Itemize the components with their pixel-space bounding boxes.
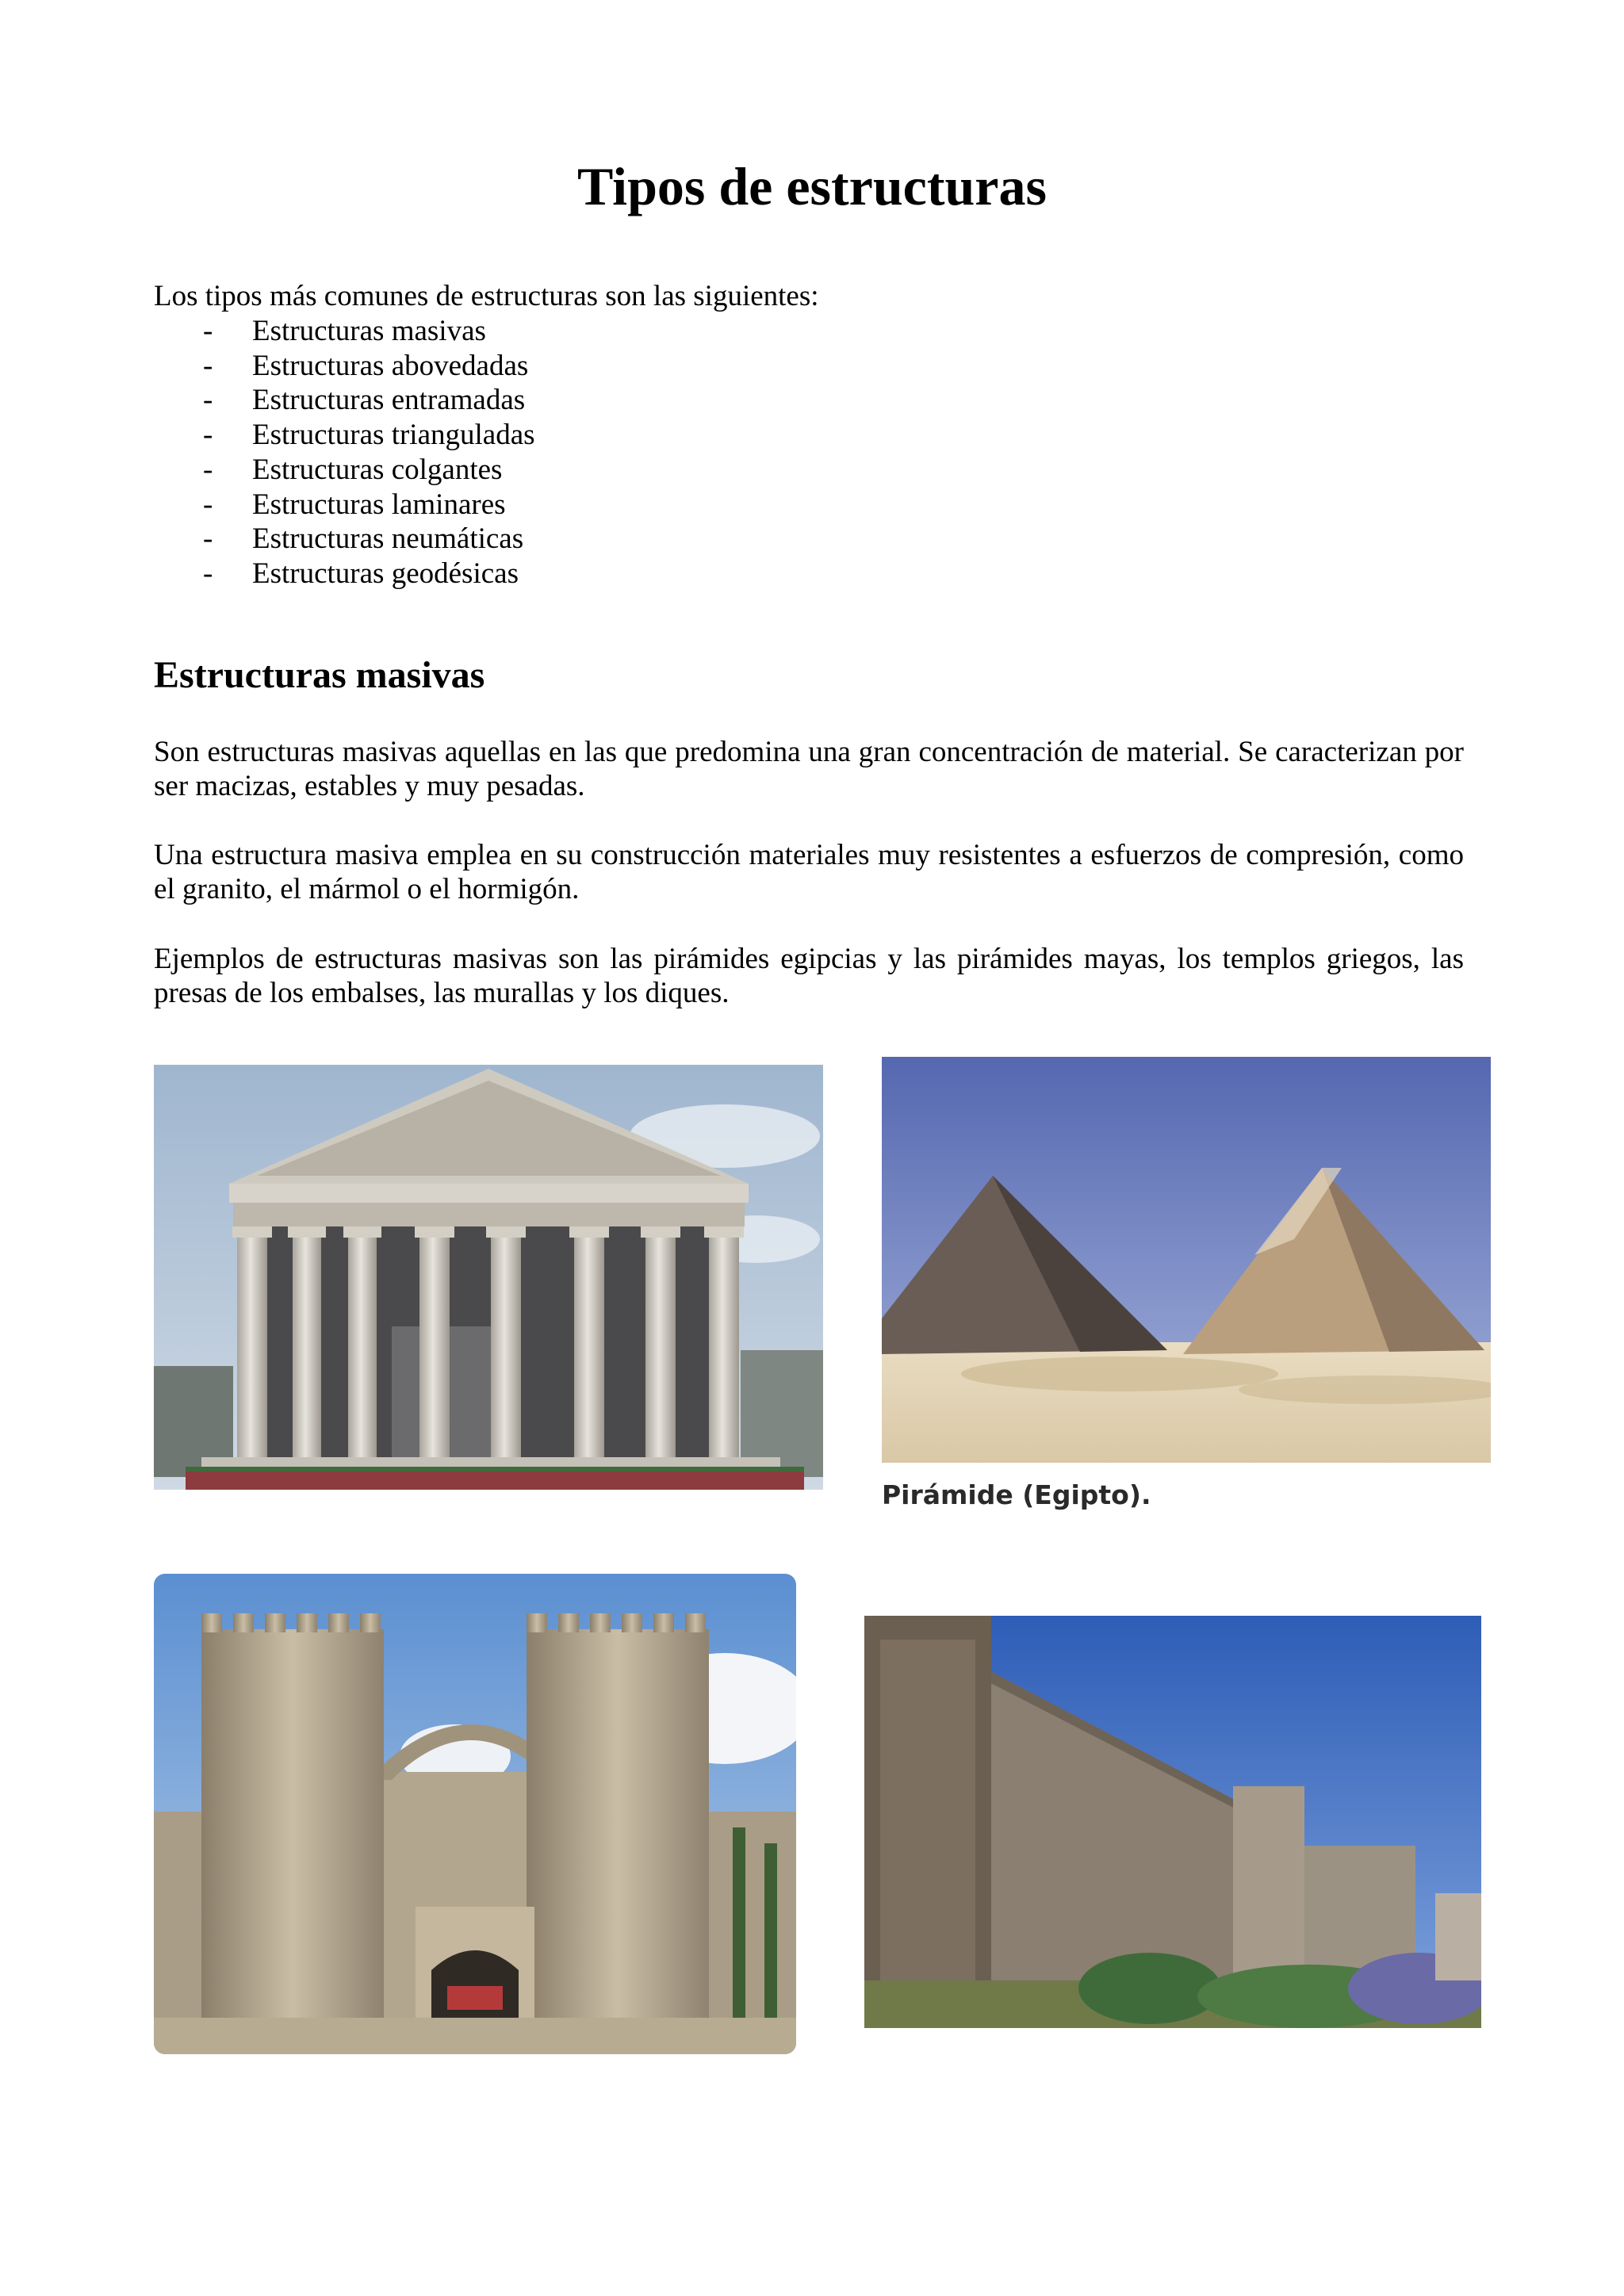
list-item: - Estructuras trianguladas: [203, 419, 535, 452]
list-item: - Estructuras geodésicas: [203, 557, 519, 590]
list-item: - Estructuras masivas: [203, 315, 486, 347]
bullet-dash: -: [203, 522, 213, 556]
bullet-dash: -: [203, 315, 213, 347]
bullet-dash: -: [203, 453, 213, 486]
pyramid-caption: Pirámide (Egipto).: [882, 1479, 1151, 1510]
list-item: - Estructuras neumáticas: [203, 522, 524, 556]
list-item: - Estructuras colgantes: [203, 453, 503, 486]
list-item: - Estructuras abovedadas: [203, 349, 529, 382]
pyramids-photo: [882, 1057, 1491, 1463]
bullet-dash: -: [203, 419, 213, 452]
section-heading: Estructuras masivas: [154, 654, 485, 696]
bullet-dash: -: [203, 488, 213, 521]
paragraph-materials: Una estructura masiva emplea en su construcción materiales muy resistentes a esfuerzos de compresión, como el granito, el mármol o el hormigón.: [154, 839, 1464, 905]
temple-photo: [154, 1065, 823, 1490]
structure-types-list: [154, 314, 535, 591]
paragraph-examples: Ejemplos de estructuras masivas son las pirámides egipcias y las pirámides mayas, los templos griegos, las presas de los embalses, las murallas y los diques.: [154, 943, 1464, 1009]
page-title: Tipos de estructuras: [577, 156, 1047, 216]
paragraph-definition: Son estructuras masivas aquellas en las que predomina una gran concentración de material. Se caracterizan por ser macizas, estables y muy pesadas.: [154, 736, 1464, 802]
intro-text: Los tipos más comunes de estructuras son las siguientes:: [154, 280, 819, 312]
bullet-dash: -: [203, 384, 213, 417]
list-item: - Estructuras laminares: [203, 488, 506, 521]
bullet-dash: -: [203, 557, 213, 590]
city-gate-photo: [154, 1574, 796, 2054]
bullet-dash: -: [203, 349, 213, 382]
list-item: - Estructuras entramadas: [203, 384, 526, 417]
city-wall-photo: [864, 1616, 1481, 2028]
